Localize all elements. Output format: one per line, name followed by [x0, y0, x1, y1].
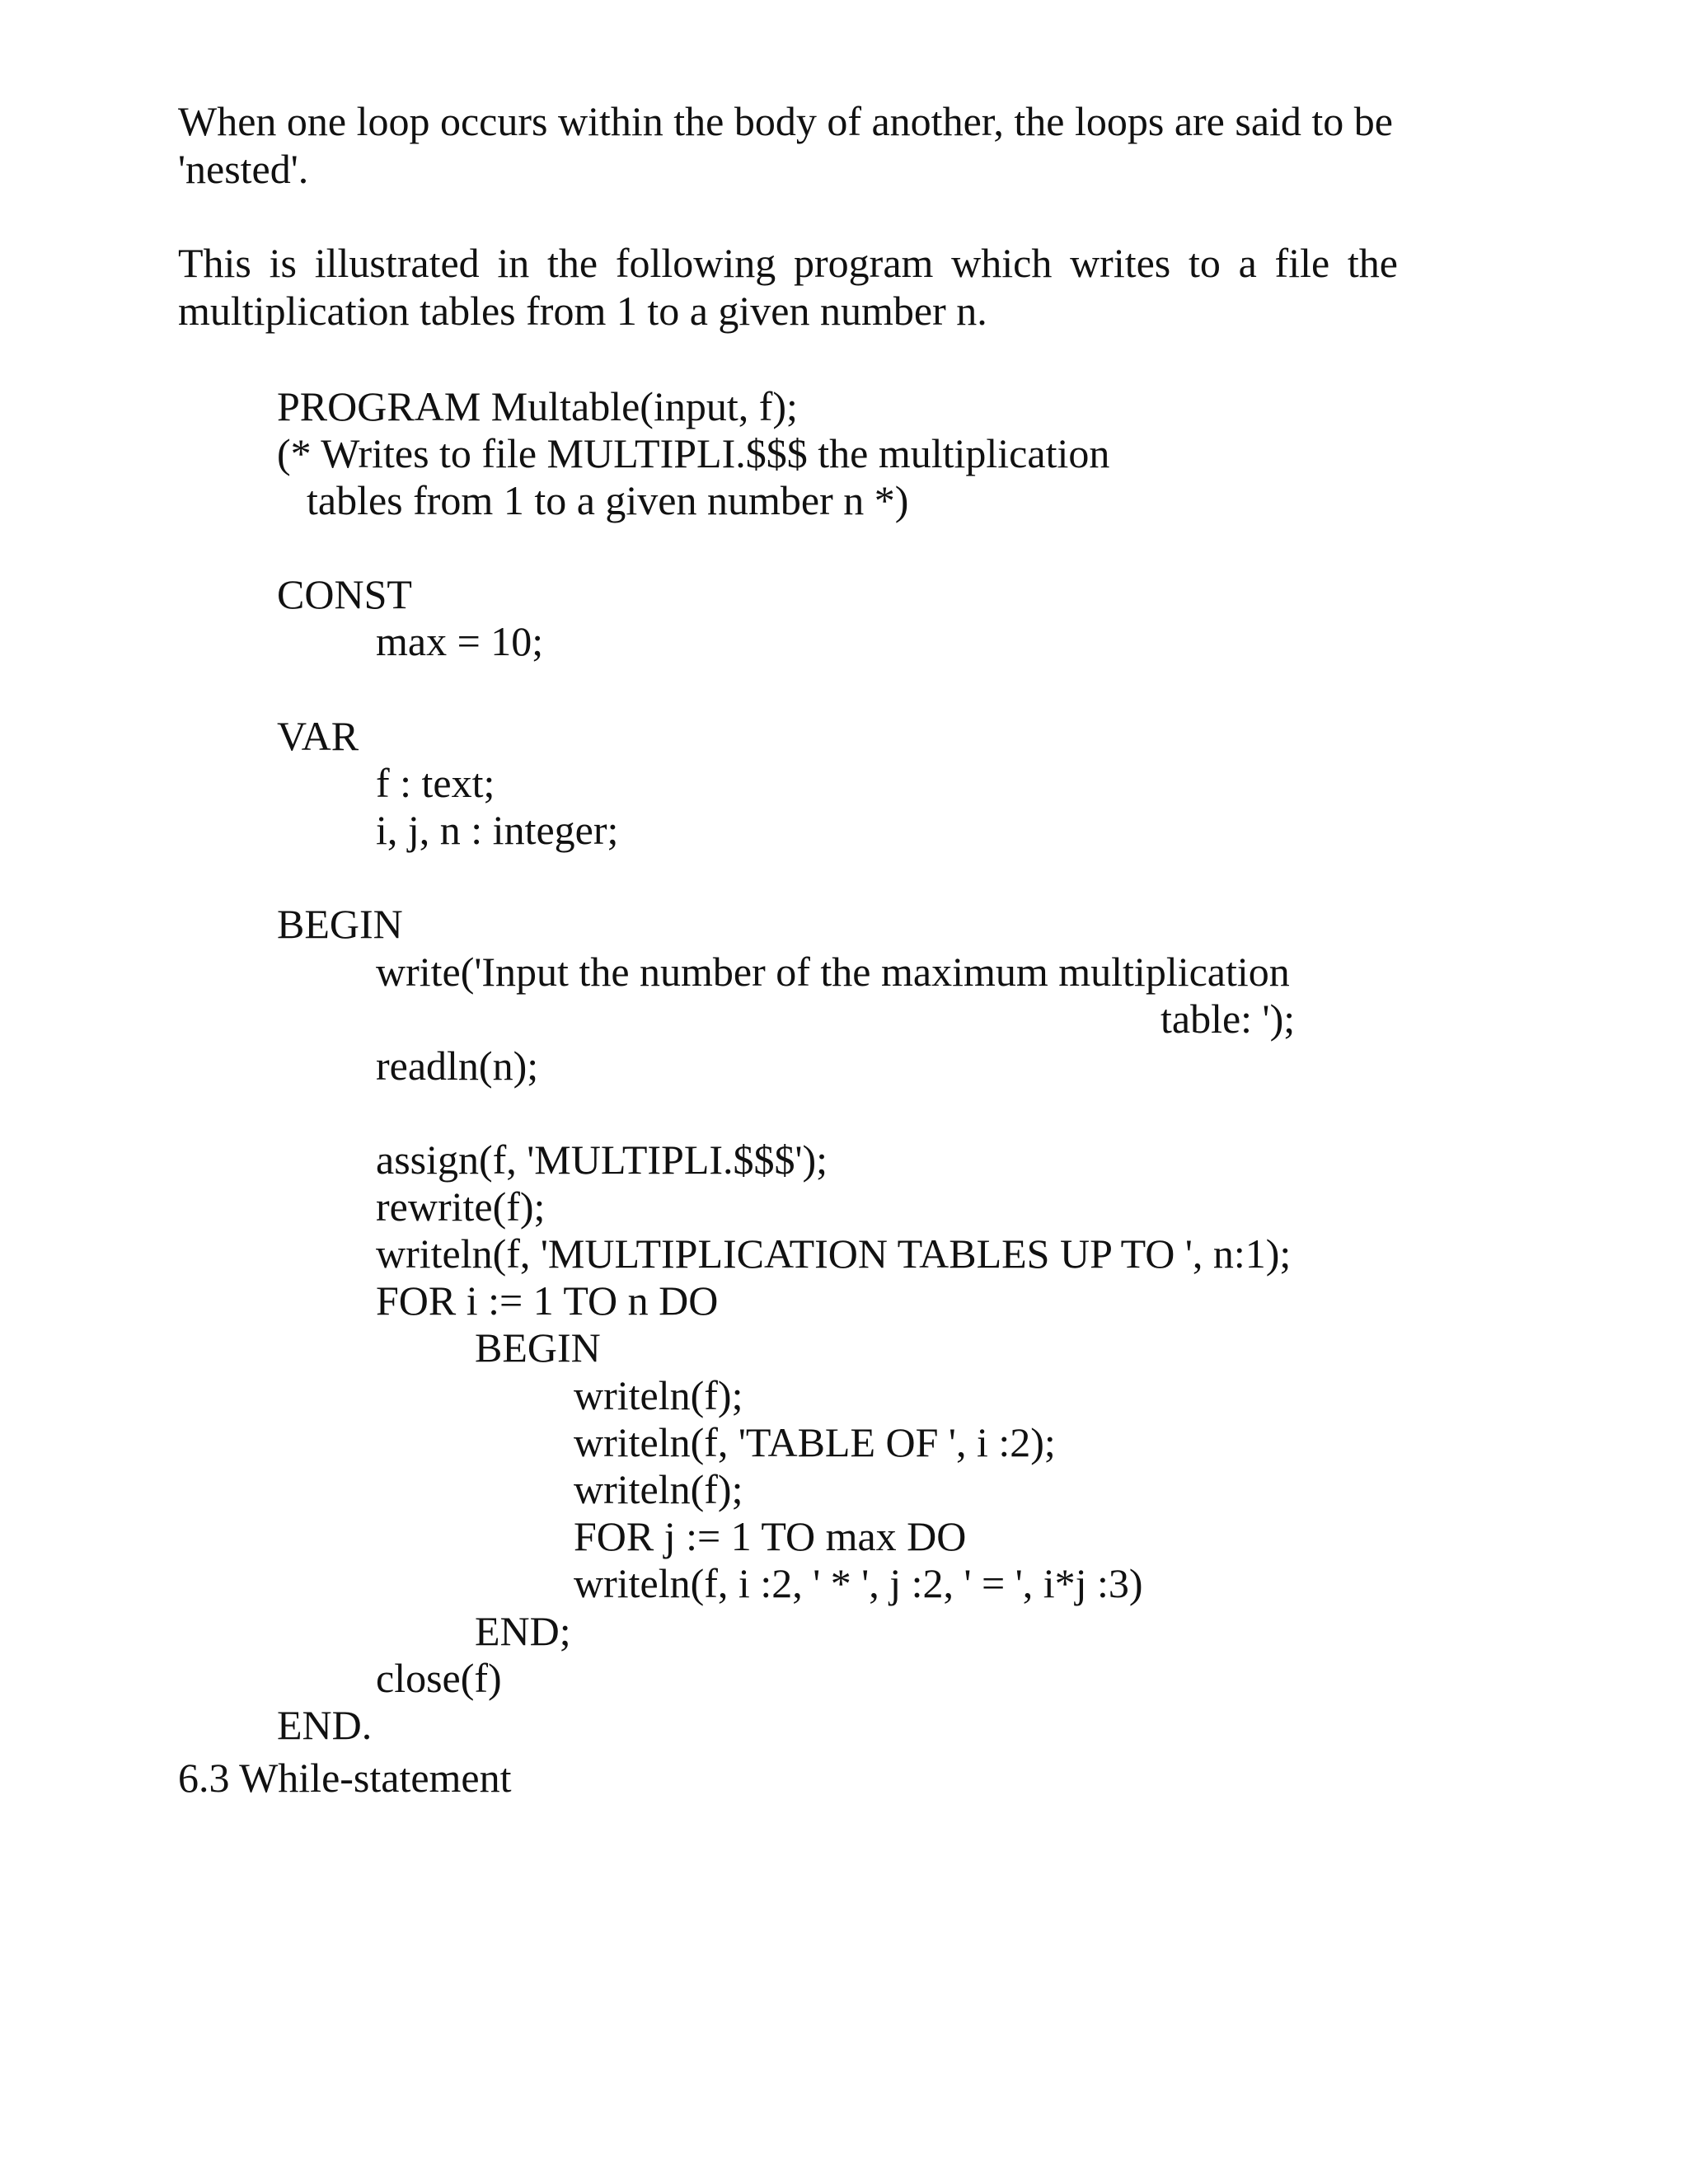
description-line-2: multiplication tables from 1 to a given number n. — [178, 288, 987, 334]
program-comment-line-2: tables from 1 to a given number n *) — [307, 477, 909, 523]
for-j-line: FOR j := 1 TO max DO — [574, 1513, 967, 1559]
intro-line-1: When one loop occurs within the body of another, the loops are said to be — [178, 98, 1393, 144]
writeln-header-line: writeln(f, 'MULTIPLICATION TABLES UP TO ', n:1); — [376, 1230, 1292, 1277]
writeln-table-of-line: writeln(f, 'TABLE OF ', i :2); — [574, 1419, 1056, 1465]
write-prompt-line-2: table: '); — [1160, 996, 1296, 1042]
for-i-line: FOR i := 1 TO n DO — [376, 1277, 719, 1324]
rewrite-line: rewrite(f); — [376, 1183, 546, 1230]
var-f-line: f : text; — [376, 760, 495, 806]
var-keyword: VAR — [277, 713, 359, 759]
description-paragraph — [178, 239, 1398, 335]
writeln-blank-line-1: writeln(f); — [574, 1372, 743, 1418]
end-keyword: END. — [277, 1702, 373, 1748]
description-line-1: This is illustrated in the following program which writes to a file the — [178, 240, 1398, 286]
assign-line: assign(f, 'MULTIPLI.$$$'); — [376, 1137, 828, 1183]
var-ijn-line: i, j, n : integer; — [376, 807, 619, 853]
intro-line-2: 'nested'. — [178, 146, 309, 192]
writeln-product-line: writeln(f, i :2, ' * ', j :2, ' = ', i*j :3) — [574, 1560, 1143, 1606]
inner-begin-keyword: BEGIN — [475, 1324, 601, 1371]
program-comment-line-1: (* Writes to file MULTIPLI.$$$ the multiplication — [277, 430, 1110, 476]
const-keyword: CONST — [277, 571, 412, 617]
section-heading-while-statement: 6.3 While-statement — [178, 1755, 512, 1801]
writeln-blank-line-2: writeln(f); — [574, 1466, 743, 1512]
inner-end-keyword: END; — [475, 1608, 571, 1654]
begin-keyword: BEGIN — [277, 901, 403, 947]
const-max-line: max = 10; — [376, 618, 544, 664]
program-header: PROGRAM Multable(input, f); — [277, 383, 798, 429]
readln-line: readln(n); — [376, 1043, 539, 1089]
close-line: close(f) — [376, 1655, 502, 1701]
intro-paragraph — [178, 97, 1414, 193]
write-prompt-line-1: write('Input the number of the maximum multiplication — [376, 949, 1290, 995]
